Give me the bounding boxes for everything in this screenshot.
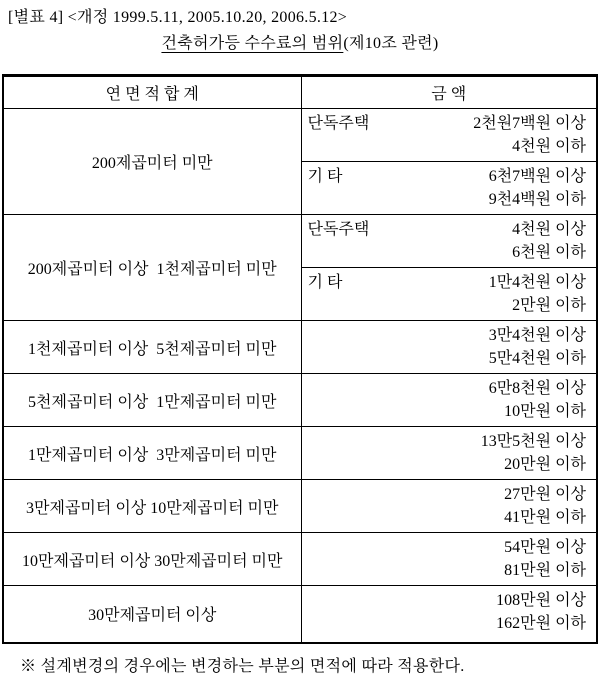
subcategory-label: 기 타 — [307, 274, 343, 291]
amount-max: 6천원 이하 — [512, 244, 586, 261]
amount-max: 41만원 이하 — [504, 509, 586, 526]
amount-max: 9천4백원 이하 — [488, 191, 586, 208]
amount-max: 162만원 이하 — [496, 615, 586, 632]
table-row — [3, 533, 597, 586]
amount-cell — [301, 533, 597, 586]
table-row — [3, 427, 597, 480]
fee-table — [2, 74, 598, 644]
amount-min: 1만4천원 이상 — [488, 274, 586, 291]
table-row — [3, 480, 597, 533]
amount-max: 4천원 이하 — [512, 138, 586, 155]
table-row — [3, 374, 597, 427]
area-cell: 200제곱미터 이상 1천제곱미터 미만 — [3, 215, 301, 321]
table-row — [3, 586, 597, 643]
area-cell: 200제곱미터 미만 — [3, 109, 301, 215]
col-header-amount: 금 액 — [301, 76, 597, 109]
area-cell: 1만제곱미터 이상 3만제곱미터 미만 — [3, 427, 301, 480]
area-cell: 5천제곱미터 이상 1만제곱미터 미만 — [3, 374, 301, 427]
amount-min: 3만4천원 이상 — [488, 327, 586, 344]
amount-cell — [301, 109, 597, 162]
amount-max: 5만4천원 이하 — [488, 350, 586, 367]
amount-max: 81만원 이하 — [504, 562, 586, 579]
table-row — [3, 321, 597, 374]
amount-cell — [301, 480, 597, 533]
revision-note: [별표 4] <개정 1999.5.11, 2005.10.20, 2006.5.12> — [8, 9, 348, 26]
amount-min: 27만원 이상 — [504, 486, 586, 503]
document-title-ref: (제10조 관련) — [343, 35, 439, 52]
amount-max: 10만원 이하 — [504, 403, 586, 420]
amount-cell — [301, 586, 597, 643]
table-header-row — [3, 76, 597, 109]
amount-min: 6만8천원 이상 — [488, 380, 586, 397]
area-cell: 1천제곱미터 이상 5천제곱미터 미만 — [3, 321, 301, 374]
amount-max: 2만원 이하 — [512, 297, 586, 314]
amount-min: 4천원 이상 — [512, 221, 586, 238]
document-title — [0, 30, 600, 53]
amount-min: 6천7백원 이상 — [488, 168, 586, 185]
amount-min: 13만5천원 이상 — [480, 433, 586, 450]
amount-max: 20만원 이하 — [504, 456, 586, 473]
amount-min: 108만원 이상 — [496, 592, 586, 609]
area-cell: 10만제곱미터 이상 30만제곱미터 미만 — [3, 533, 301, 586]
area-cell: 30만제곱미터 이상 — [3, 586, 301, 643]
amount-min: 2천원7백원 이상 — [473, 115, 586, 132]
footnote: ※ 설계변경의 경우에는 변경하는 부분의 면적에 따라 적용한다. — [20, 657, 465, 675]
subcategory-label: 단독주택 — [307, 115, 370, 132]
subcategory-label: 기 타 — [307, 168, 343, 185]
col-header-area: 연 면 적 합 계 — [3, 76, 301, 109]
amount-cell — [301, 215, 597, 268]
document-title-main: 건축허가등 수수료의 범위 — [161, 35, 344, 52]
amount-cell — [301, 162, 597, 215]
amount-cell — [301, 427, 597, 480]
table-row — [3, 109, 597, 162]
amount-cell — [301, 321, 597, 374]
area-cell: 3만제곱미터 이상 10만제곱미터 미만 — [3, 480, 301, 533]
table-row — [3, 215, 597, 268]
amount-cell — [301, 374, 597, 427]
amount-cell — [301, 268, 597, 321]
subcategory-label: 단독주택 — [307, 221, 370, 238]
amount-min: 54만원 이상 — [504, 539, 586, 556]
